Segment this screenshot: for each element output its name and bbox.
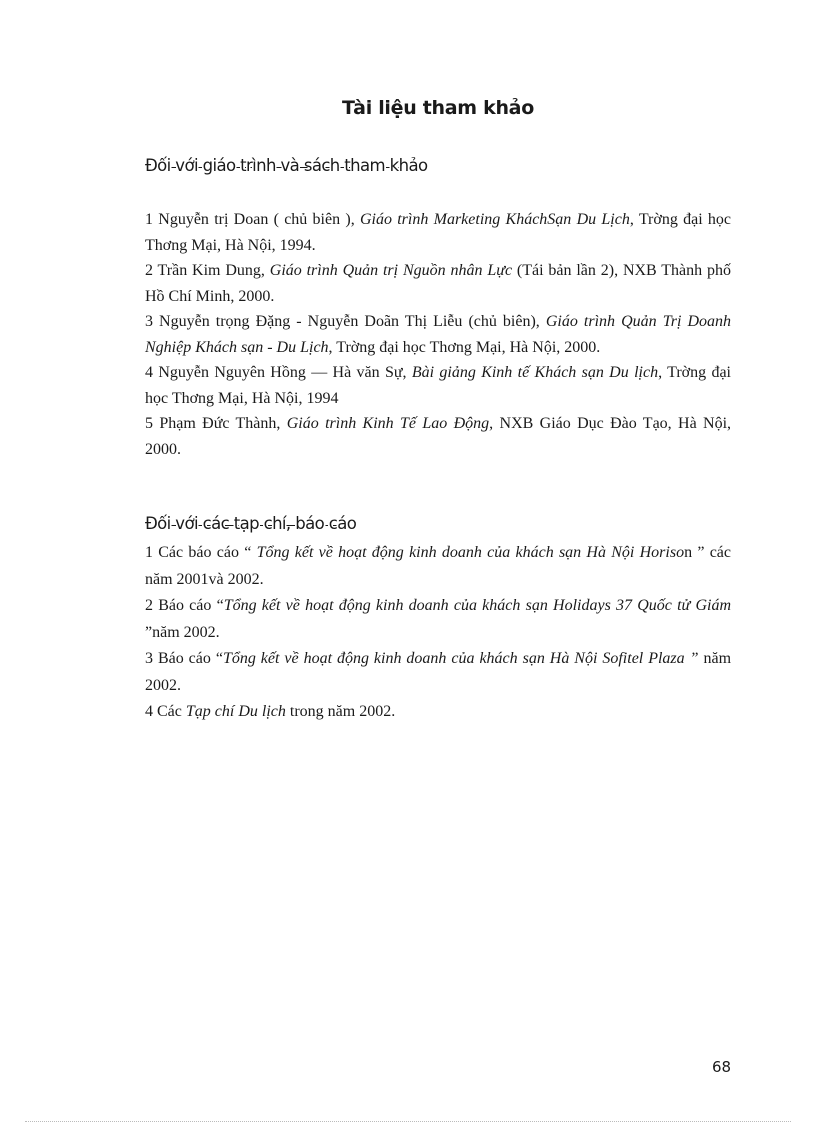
- reference-entry: 5 Phạm Đức Thành, Giáo trình Kinh Tế Lao Động, NXB Giáo Dục Đào Tạo, Hà Nội, 2000.: [145, 415, 732, 458]
- reports-reference-list: [145, 540, 731, 726]
- reference-title: Tổng kết về hoạt động kinh doanh của khách sạn Holidays 37 Quốc tử Giám: [223, 597, 732, 614]
- reference-title: Giáo trình Marketing KháchSạn Du Lịch: [359, 211, 630, 228]
- section-heading-reports: Đối với các tạp chí, báo cáo: [145, 514, 357, 533]
- reference-entry: 1 Các báo cáo “ Tổng kết về hoạt động kinh doanh của khách sạn Hà Nội Horison ” các năm 2001và 2002.: [145, 544, 732, 588]
- reference-entry: 3 Báo cáo “Tổng kết về hoạt động kinh doanh của khách sạn Hà Nội Sofitel Plaza ” năm 2002.: [145, 650, 732, 694]
- reference-entry: 2 Báo cáo “Tổng kết về hoạt động kinh doanh của khách sạn Holidays 37 Quốc tử Giám ”năm 2002.: [145, 597, 732, 641]
- footer-divider: [25, 1121, 791, 1122]
- reference-entry: 1 Nguyễn trị Doan ( chủ biên ), Giáo trình Marketing KháchSạn Du Lịch, Trờng đại học Thơng Mại, Hà Nội, 1994.: [145, 211, 731, 254]
- reference-entry: 3 Nguyễn trọng Đặng - Nguyễn Doãn Thị Liễu (chủ biên), Giáo trình Quản Trị Doanh Nghiệp Khách sạn - Du Lịch, Trờng đại học Thơng Mại, Hà Nội, 2000.: [145, 313, 732, 356]
- reference-title: Tổng kết về hoạt động kinh doanh của khách sạn Hà Nội Sofitel Plaza ”: [222, 650, 699, 667]
- reference-entry: 4 Nguyễn Nguyên Hồng — Hà văn Sự, Bài giảng Kinh tế Khách sạn Du lịch, Trờng đại học Thơng Mại, Hà Nội, 1994: [145, 364, 732, 407]
- books-reference-list: [145, 207, 731, 462]
- reference-title: Giáo trình Quản trị Nguồn nhân Lực: [269, 262, 513, 279]
- reference-title: Bài giảng Kinh tế Khách sạn Du lịch: [411, 364, 659, 381]
- reference-title: Giáo trình Kinh Tế Lao Động: [286, 415, 490, 432]
- page-title: Tài liệu tham khảo: [342, 97, 534, 119]
- page-number: 68: [712, 1058, 732, 1076]
- reference-title: Tạp chí Du lịch: [185, 703, 286, 720]
- section-heading-books: Đối với giáo trình và sách tham khảo: [145, 156, 428, 175]
- reference-entry: 2 Trần Kim Dung, Giáo trình Quản trị Nguồn nhân Lực (Tái bản lần 2), NXB Thành phố Hồ Chí Minh, 2000.: [145, 262, 732, 305]
- reference-title: Giáo trình Quản Trị Doanh Nghiệp Khách sạn - Du Lịch: [145, 313, 732, 356]
- reference-entry: 4 Các Tạp chí Du lịch trong năm 2002.: [145, 703, 396, 720]
- reference-title: Tổng kết về hoạt động kinh doanh của khách sạn Hà Nội Horiso: [256, 544, 685, 561]
